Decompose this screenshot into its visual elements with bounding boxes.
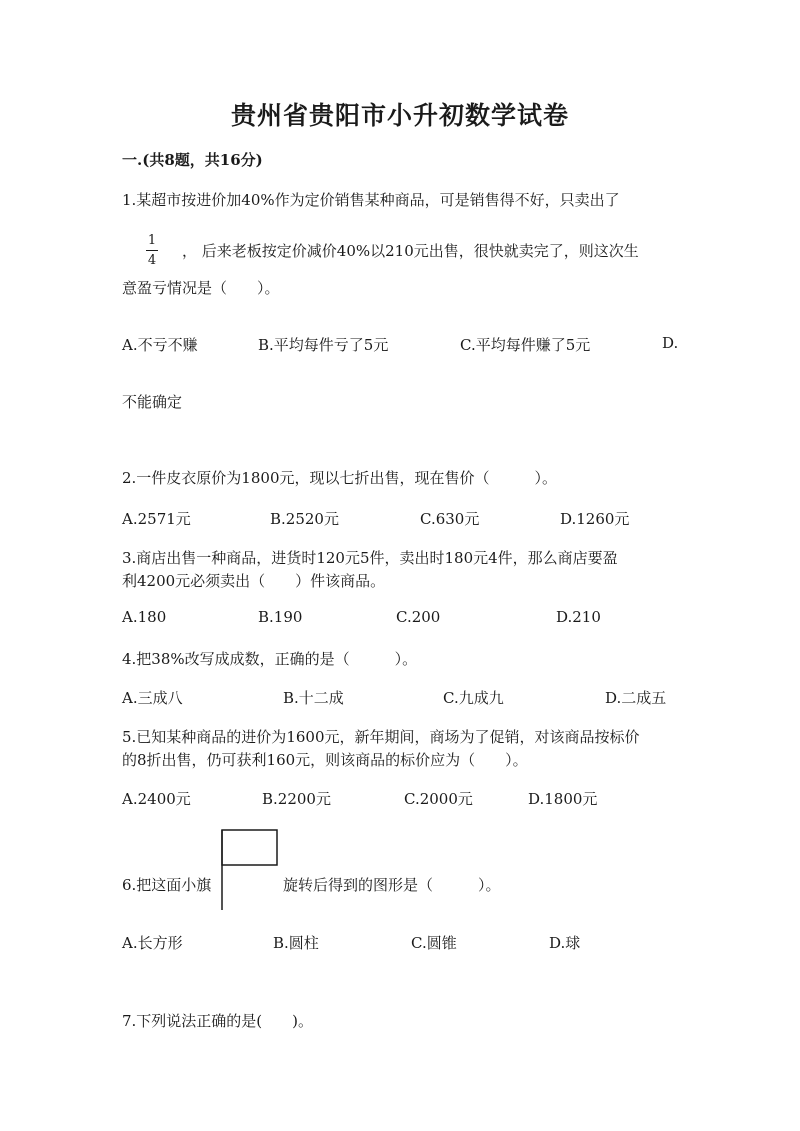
question-6-text-before: 6.把这面小旗 xyxy=(122,876,212,894)
question-3-line-1: 3.商店出售一种商品，进货时120元5件，卖出时180元4件，那么商店要盈 xyxy=(122,549,618,567)
question-1-option-d-text: 不能确定 xyxy=(122,393,183,411)
fraction-numerator: 1 xyxy=(147,233,157,248)
question-5-line-1: 5.已知某种商品的进价为1600元，新年期间，商场为了促销，对该商品按标价 xyxy=(122,728,640,746)
question-1-fraction xyxy=(146,234,158,267)
question-4-option-a: A.三成八 xyxy=(122,689,183,707)
question-4-option-b: B.十二成 xyxy=(283,689,344,707)
question-1-option-c: C.平均每件赚了5元 xyxy=(460,336,591,354)
question-5-option-c: C.2000元 xyxy=(404,790,473,808)
question-5-option-b: B.2200元 xyxy=(262,790,331,808)
question-1-option-a: A.不亏不赚 xyxy=(122,336,198,354)
question-6-text-after: 旋转后得到的图形是（ ）。 xyxy=(283,876,501,894)
question-2-option-d: D.1260元 xyxy=(560,510,630,528)
question-1-line-1: 1.某超市按进价加40%作为定价销售某种商品，可是销售得不好，只卖出了 xyxy=(122,191,620,209)
fraction-denominator: 4 xyxy=(147,253,157,268)
question-2-option-c: C.630元 xyxy=(420,510,480,528)
question-6-option-b: B.圆柱 xyxy=(273,934,319,952)
flag-rectangle xyxy=(222,830,277,865)
question-1-option-b: B.平均每件亏了5元 xyxy=(258,336,389,354)
flag-figure xyxy=(220,828,282,912)
question-7-text: 7.下列说法正确的是( )。 xyxy=(122,1012,314,1030)
fraction-bar xyxy=(146,250,158,251)
question-2-option-b: B.2520元 xyxy=(270,510,339,528)
question-3-option-c: C.200 xyxy=(396,608,441,626)
question-2-option-a: A.2571元 xyxy=(122,510,191,528)
section-heading: 一.(共8题，共16分) xyxy=(122,151,263,169)
question-1-option-d: D. xyxy=(662,334,679,352)
question-2-text: 2.一件皮衣原价为1800元，现以七折出售，现在售价（ ）。 xyxy=(122,469,557,487)
question-6-option-c: C.圆锥 xyxy=(411,934,457,952)
question-4-option-d: D.二成五 xyxy=(605,689,667,707)
question-4-option-c: C.九成九 xyxy=(443,689,504,707)
question-1-line-2: ， 后来老板按定价减价40%以210元出售，很快就卖完了，则这次生 xyxy=(182,242,639,260)
question-3-option-b: B.190 xyxy=(258,608,303,626)
question-4-text: 4.把38%改写成成数，正确的是（ ）。 xyxy=(122,650,418,668)
question-5-option-d: D.1800元 xyxy=(528,790,598,808)
question-5-line-2: 的8折出售，仍可获利160元，则该商品的标价应为（ ）。 xyxy=(122,751,528,769)
question-1-line-3: 意盈亏情况是（ ）。 xyxy=(122,279,280,297)
question-5-option-a: A.2400元 xyxy=(122,790,191,808)
question-6-option-d: D.球 xyxy=(549,934,581,952)
question-6-option-a: A.长方形 xyxy=(122,934,183,952)
question-3-line-2: 利4200元必须卖出（ ）件该商品。 xyxy=(122,572,386,590)
question-3-option-d: D.210 xyxy=(556,608,601,626)
page-title: 贵州省贵阳市小升初数学试卷 xyxy=(230,101,569,130)
question-3-option-a: A.180 xyxy=(122,608,167,626)
